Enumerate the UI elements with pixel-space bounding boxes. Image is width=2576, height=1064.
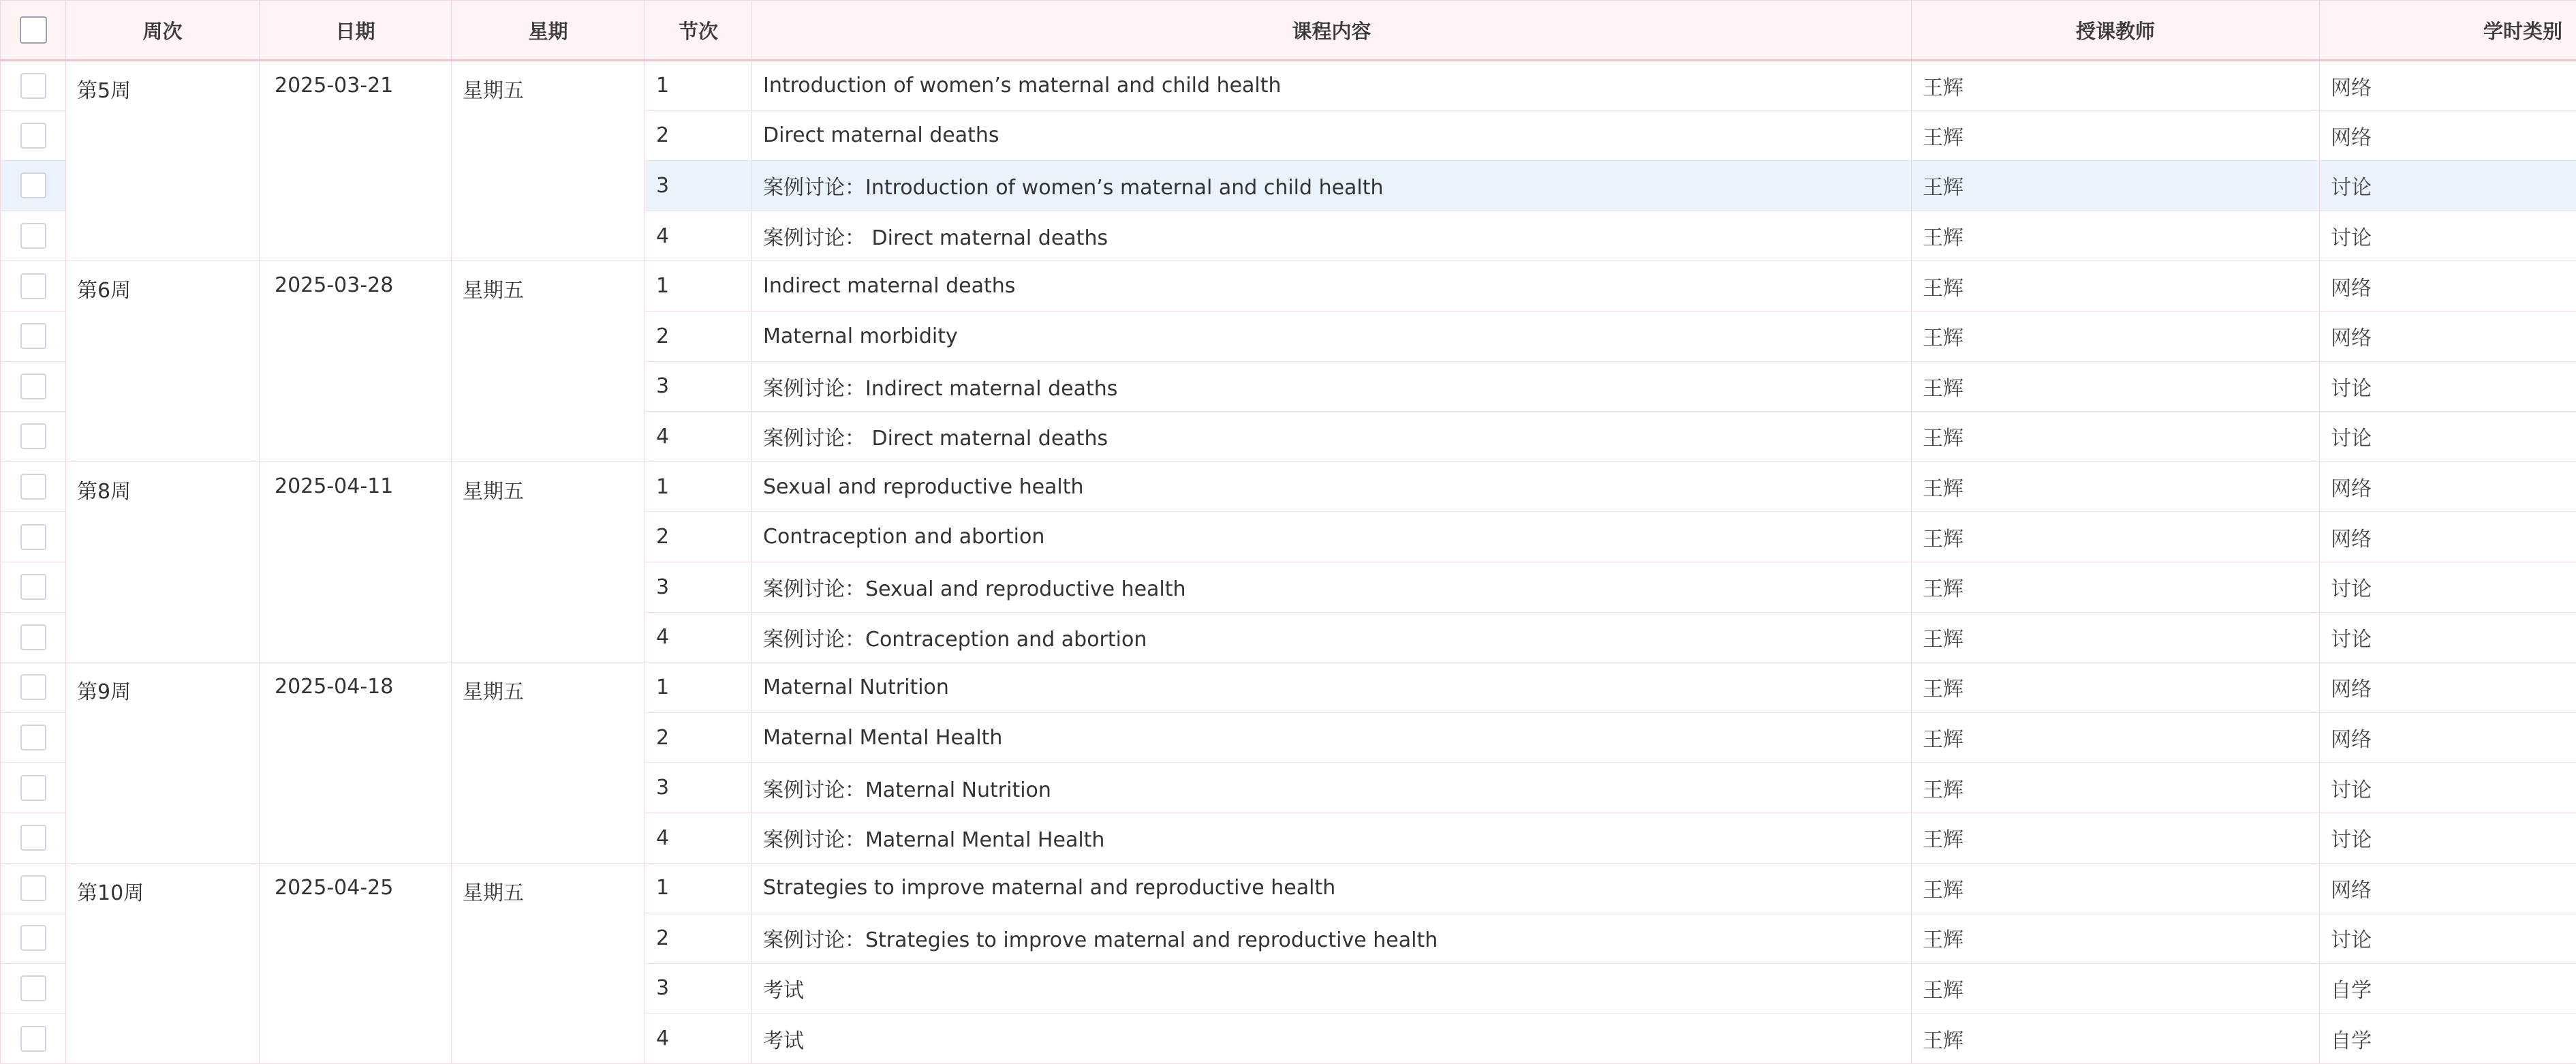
teacher-cell: 王辉 (1912, 161, 2320, 211)
column-header-content[interactable]: 课程内容 (752, 1, 1912, 61)
content-cell: 案例讨论：Maternal Nutrition (752, 763, 1912, 813)
date-cell: 2025-03-21 (260, 61, 452, 261)
content-cell: 案例讨论：Contraception and abortion (752, 612, 1912, 663)
row-checkbox-cell (1, 512, 66, 562)
type-cell: 网络 (2320, 512, 2576, 562)
row-checkbox[interactable] (20, 1026, 46, 1052)
period-cell: 4 (645, 1014, 752, 1064)
row-checkbox[interactable] (20, 374, 46, 399)
teacher-cell: 王辉 (1912, 512, 2320, 562)
type-cell: 讨论 (2320, 763, 2576, 813)
row-checkbox-cell (1, 913, 66, 964)
row-checkbox[interactable] (20, 273, 46, 299)
row-checkbox-cell (1, 261, 66, 311)
teacher-cell: 王辉 (1912, 1014, 2320, 1064)
table-body (1, 61, 2576, 1064)
row-checkbox-cell (1, 963, 66, 1014)
period-cell: 1 (645, 863, 752, 913)
type-cell: 讨论 (2320, 562, 2576, 612)
content-cell: Indirect maternal deaths (752, 261, 1912, 311)
row-checkbox[interactable] (20, 875, 46, 901)
row-checkbox-cell (1, 812, 66, 863)
row-checkbox-cell (1, 211, 66, 261)
table-row[interactable] (1, 863, 2576, 913)
row-checkbox-cell (1, 161, 66, 211)
period-cell: 3 (645, 763, 752, 813)
row-checkbox-cell (1, 61, 66, 111)
period-cell: 3 (645, 161, 752, 211)
row-checkbox[interactable] (20, 73, 46, 99)
row-checkbox[interactable] (20, 725, 46, 750)
teacher-cell: 王辉 (1912, 261, 2320, 311)
teacher-cell: 王辉 (1912, 562, 2320, 612)
weekday-cell: 星期五 (452, 261, 645, 461)
period-cell: 2 (645, 512, 752, 562)
type-cell: 自学 (2320, 963, 2576, 1014)
teacher-cell: 王辉 (1912, 712, 2320, 763)
teacher-cell: 王辉 (1912, 663, 2320, 713)
content-cell: 案例讨论：Maternal Mental Health (752, 812, 1912, 863)
period-cell: 3 (645, 361, 752, 412)
type-cell: 网络 (2320, 712, 2576, 763)
weekday-cell: 星期五 (452, 663, 645, 863)
row-checkbox[interactable] (20, 323, 46, 349)
period-cell: 3 (645, 562, 752, 612)
teacher-cell: 王辉 (1912, 812, 2320, 863)
type-cell: 讨论 (2320, 812, 2576, 863)
content-cell: Direct maternal deaths (752, 110, 1912, 161)
week-cell: 第8周 (66, 461, 260, 662)
table-row[interactable] (1, 461, 2576, 512)
column-header-teacher[interactable]: 授课教师 (1912, 1, 2320, 61)
period-cell: 4 (645, 812, 752, 863)
table-row[interactable] (1, 261, 2576, 311)
row-checkbox[interactable] (20, 925, 46, 951)
week-cell: 第10周 (66, 863, 260, 1063)
row-checkbox[interactable] (20, 123, 46, 149)
content-cell: Maternal morbidity (752, 311, 1912, 361)
column-header-period[interactable]: 节次 (645, 1, 752, 61)
period-cell: 4 (645, 211, 752, 261)
teacher-cell: 王辉 (1912, 963, 2320, 1014)
type-cell: 网络 (2320, 663, 2576, 713)
row-checkbox[interactable] (20, 474, 46, 500)
week-cell: 第5周 (66, 61, 260, 261)
table-row[interactable] (1, 663, 2576, 713)
select-all-cell (1, 1, 66, 61)
period-cell: 4 (645, 412, 752, 462)
content-cell: 案例讨论：Strategies to improve maternal and reproductive health (752, 913, 1912, 964)
column-header-type[interactable]: 学时类别 (2320, 1, 2576, 61)
date-cell: 2025-03-28 (260, 261, 452, 461)
row-checkbox-cell (1, 612, 66, 663)
type-cell: 自学 (2320, 1014, 2576, 1064)
type-cell: 讨论 (2320, 913, 2576, 964)
teacher-cell: 王辉 (1912, 763, 2320, 813)
type-cell: 网络 (2320, 261, 2576, 311)
row-checkbox[interactable] (20, 975, 46, 1001)
type-cell: 讨论 (2320, 161, 2576, 211)
teacher-cell: 王辉 (1912, 461, 2320, 512)
row-checkbox[interactable] (20, 674, 46, 700)
content-cell: 案例讨论： Direct maternal deaths (752, 412, 1912, 462)
select-all-checkbox[interactable] (20, 16, 47, 44)
table-row[interactable] (1, 61, 2576, 111)
row-checkbox[interactable] (20, 524, 46, 550)
row-checkbox[interactable] (20, 775, 46, 801)
content-cell: 考试 (752, 1014, 1912, 1064)
teacher-cell: 王辉 (1912, 110, 2320, 161)
content-cell: Maternal Nutrition (752, 663, 1912, 713)
row-checkbox-cell (1, 1014, 66, 1064)
period-cell: 1 (645, 663, 752, 713)
period-cell: 2 (645, 311, 752, 361)
teacher-cell: 王辉 (1912, 361, 2320, 412)
row-checkbox-cell (1, 663, 66, 713)
period-cell: 4 (645, 612, 752, 663)
content-cell: Sexual and reproductive health (752, 461, 1912, 512)
period-cell: 2 (645, 712, 752, 763)
type-cell: 讨论 (2320, 361, 2576, 412)
type-cell: 讨论 (2320, 612, 2576, 663)
row-checkbox-cell (1, 412, 66, 462)
content-cell: 案例讨论：Sexual and reproductive health (752, 562, 1912, 612)
date-cell: 2025-04-25 (260, 863, 452, 1063)
content-cell: 案例讨论：Indirect maternal deaths (752, 361, 1912, 412)
type-cell: 网络 (2320, 461, 2576, 512)
column-header-date[interactable]: 日期 (260, 1, 452, 61)
period-cell: 1 (645, 61, 752, 111)
weekday-cell: 星期五 (452, 461, 645, 662)
row-checkbox-cell (1, 110, 66, 161)
period-cell: 3 (645, 963, 752, 1014)
teacher-cell: 王辉 (1912, 61, 2320, 111)
content-cell: Contraception and abortion (752, 512, 1912, 562)
column-header-week[interactable]: 周次 (66, 1, 260, 61)
week-cell: 第6周 (66, 261, 260, 461)
row-checkbox[interactable] (20, 574, 46, 600)
weekday-cell: 星期五 (452, 61, 645, 261)
date-cell: 2025-04-18 (260, 663, 452, 863)
content-cell: 案例讨论：Introduction of women’s maternal and child health (752, 161, 1912, 211)
content-cell: 案例讨论： Direct maternal deaths (752, 211, 1912, 261)
period-cell: 2 (645, 913, 752, 964)
date-cell: 2025-04-11 (260, 461, 452, 662)
content-cell: Strategies to improve maternal and reproductive health (752, 863, 1912, 913)
type-cell: 网络 (2320, 61, 2576, 111)
row-checkbox-cell (1, 863, 66, 913)
column-header-weekday[interactable]: 星期 (452, 1, 645, 61)
row-checkbox-cell (1, 562, 66, 612)
content-cell: Introduction of women’s maternal and child health (752, 61, 1912, 111)
period-cell: 1 (645, 261, 752, 311)
row-checkbox[interactable] (20, 423, 46, 449)
row-checkbox-cell (1, 461, 66, 512)
weekday-cell: 星期五 (452, 863, 645, 1063)
teacher-cell: 王辉 (1912, 612, 2320, 663)
type-cell: 网络 (2320, 863, 2576, 913)
teacher-cell: 王辉 (1912, 311, 2320, 361)
type-cell: 讨论 (2320, 211, 2576, 261)
type-cell: 讨论 (2320, 412, 2576, 462)
row-checkbox[interactable] (20, 223, 46, 249)
content-cell: 考试 (752, 963, 1912, 1014)
type-cell: 网络 (2320, 311, 2576, 361)
row-checkbox-cell (1, 311, 66, 361)
row-checkbox-cell (1, 361, 66, 412)
week-cell: 第9周 (66, 663, 260, 863)
period-cell: 1 (645, 461, 752, 512)
row-checkbox[interactable] (20, 172, 46, 198)
row-checkbox[interactable] (20, 825, 46, 851)
header-row (1, 1, 2576, 61)
teacher-cell: 王辉 (1912, 913, 2320, 964)
row-checkbox-cell (1, 712, 66, 763)
teacher-cell: 王辉 (1912, 412, 2320, 462)
period-cell: 2 (645, 110, 752, 161)
row-checkbox[interactable] (20, 624, 46, 650)
teacher-cell: 王辉 (1912, 863, 2320, 913)
row-checkbox-cell (1, 763, 66, 813)
teacher-cell: 王辉 (1912, 211, 2320, 261)
type-cell: 网络 (2320, 110, 2576, 161)
content-cell: Maternal Mental Health (752, 712, 1912, 763)
